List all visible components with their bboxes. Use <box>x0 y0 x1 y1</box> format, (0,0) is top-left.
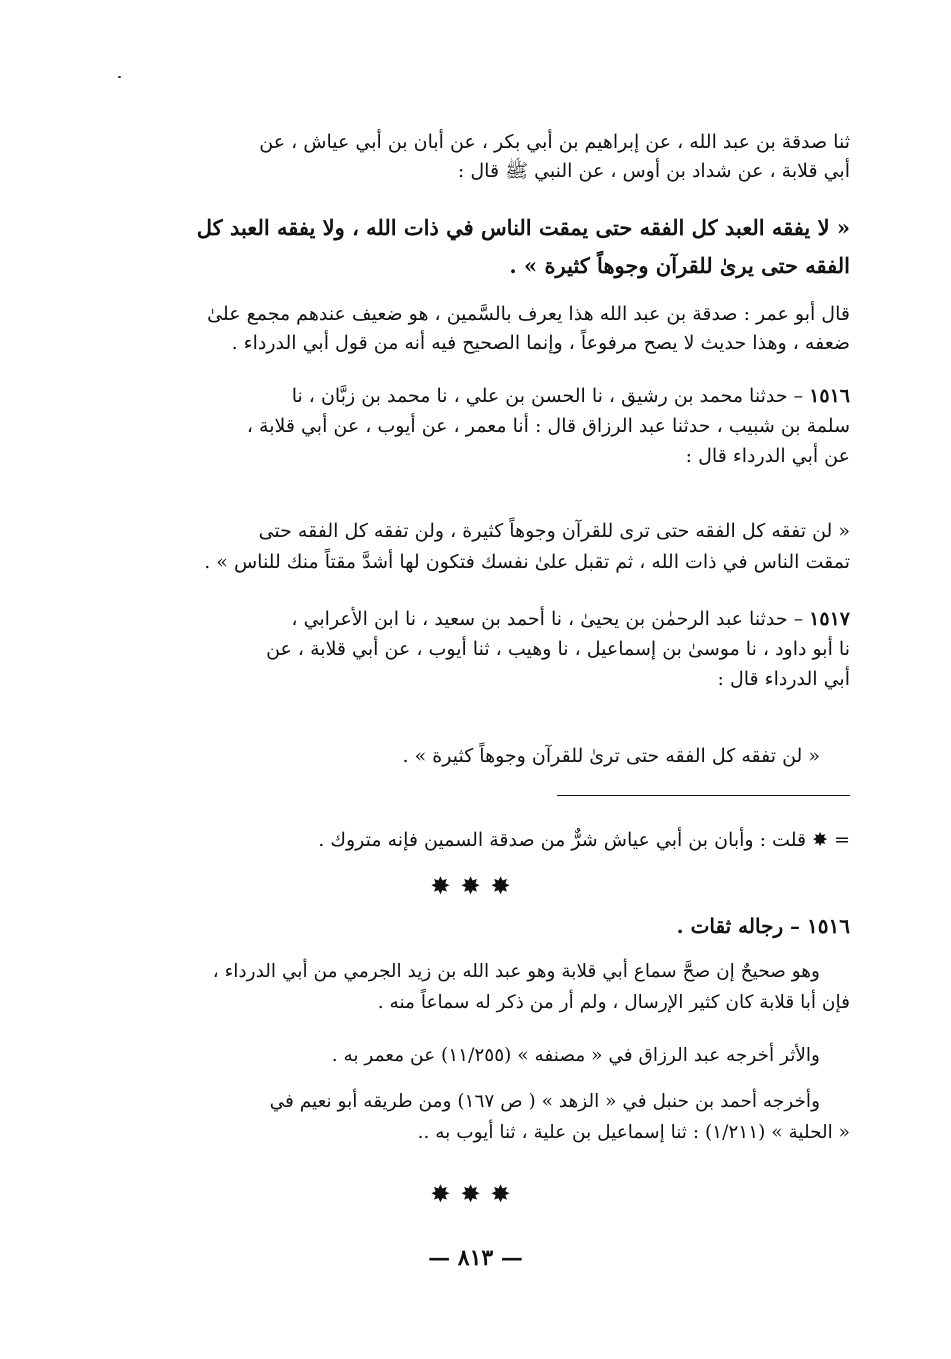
commentary-paragraph <box>150 300 850 358</box>
text-line: سلمة بن شبيب ، حدثنا عبد الرزاق قال : أنا معمر ، عن أيوب ، عن أبي قلابة ، <box>246 415 850 437</box>
isnad-paragraph <box>150 128 850 186</box>
footnote-1516-heading <box>150 910 850 942</box>
hadith-text-bold <box>150 209 850 285</box>
text-line: قال أبو عمر : صدقة بن عبد الله هذا يعرف بالسَّمين ، هو ضعيف عندهم مجمع علىٰ <box>207 303 850 325</box>
text-line: الفقه حتى يرىٰ للقرآن وجوهاً كثيرة » . <box>509 253 850 278</box>
text-line: « لن تفقه كل الفقه حتى ترىٰ للقرآن وجوهاً كثيرة » . <box>402 745 820 767</box>
hadith-number: ١٥١٦ <box>809 385 850 407</box>
hadith-1517 <box>150 604 850 694</box>
scan-speck <box>118 76 121 78</box>
footnote-1516-para-c <box>170 1086 850 1148</box>
text-line: ١٥١٦ – رجاله ثقات . <box>676 914 850 938</box>
footnote-1516-para-a <box>170 956 850 1018</box>
text-line: = ✸ قلت : وأبان بن أبي عياش شرٌّ من صدقة السمين فإنه متروك . <box>318 829 850 851</box>
text-line: – حدثنا عبد الرحمٰن بن يحيىٰ ، نا أحمد بن سعيد ، نا ابن الأعرابي ، <box>291 608 804 630</box>
page-number: — ٨١٣ — <box>428 1245 523 1271</box>
text-line: فإن أبا قلابة كان كثير الإرسال ، ولم أر من ذكر له سماعاً منه . <box>377 992 850 1013</box>
text-line: – حدثنا محمد بن رشيق ، نا الحسن بن علي ، نا محمد بن زبَّان ، نا <box>291 385 804 407</box>
text-line: عن أبي الدرداء قال : <box>685 445 850 467</box>
hadith-1516 <box>150 381 850 471</box>
text-line: أبي الدرداء قال : <box>717 668 850 690</box>
text-line: « الحلية » (١/٢١١) : ثنا إسماعيل بن علية ، ثنا أيوب به .. <box>417 1122 850 1143</box>
text-line: والأثر أخرجه عبد الرزاق في « مصنفه » (١١/٢٥٥) عن معمر به . <box>331 1045 820 1066</box>
text-line: « لن تفقه كل الفقه حتى ترى للقرآن وجوهاً كثيرة ، ولن تفقه كل الفقه حتى <box>258 520 850 542</box>
text-line: ضعفه ، وهذا حديث لا يصح مرفوعاً ، وإنما الصحيح فيه أنه من قول أبي الدرداء . <box>231 332 850 354</box>
footnote-continuation <box>150 826 850 855</box>
footnote-1516-para-b <box>170 1040 850 1071</box>
star-separator: ✸✸✸ <box>430 872 521 900</box>
text-line: وأخرجه أحمد بن حنبل في « الزهد » ( ص ١٦٧) ومن طريقه أبو نعيم في <box>269 1091 820 1112</box>
star-separator: ✸✸✸ <box>430 1180 521 1208</box>
hadith-number: ١٥١٧ <box>809 608 850 630</box>
text-line: وهو صحيحٌ إن صحَّ سماع أبي قلابة وهو عبد الله بن زيد الجرمي من أبي الدرداء ، <box>212 961 820 982</box>
footnote-separator <box>557 795 850 796</box>
text-line: أبي قلابة ، عن شداد بن أوس ، عن النبي ﷺ قال : <box>457 160 850 182</box>
quote-1517 <box>150 742 850 771</box>
text-line: ثنا صدقة بن عبد الله ، عن إبراهيم بن أبي بكر ، عن أبان بن أبي عياش ، عن <box>259 131 850 153</box>
text-line: « لا يفقه العبد كل الفقه حتى يمقت الناس في ذات الله ، ولا يفقه العبد كل <box>196 215 850 240</box>
text-line: نا أبو داود ، نا موسىٰ بن إسماعيل ، نا وهيب ، ثنا أيوب ، عن أبي قلابة ، عن <box>266 638 850 660</box>
quote-1516 <box>150 516 850 578</box>
text-line: تمقت الناس في ذات الله ، ثم تقبل علىٰ نفسك فتكون لها أشدَّ مقتاً منك للناس » . <box>204 551 850 573</box>
